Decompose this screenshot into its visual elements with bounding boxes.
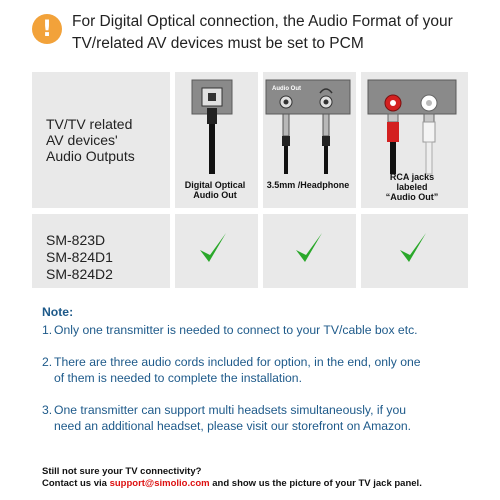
headphone-port-icon	[264, 78, 352, 178]
note-item: 1. Only one transmitter is needed to connect to your TV/cable box etc.	[42, 323, 418, 337]
footer-line-2: Contact us via support@simolio.com and show us the picture of your TV jack panel.	[42, 478, 422, 489]
model-item: SM-824D2	[46, 266, 113, 282]
model-list	[46, 232, 113, 283]
note-item: 2. There are three audio cords included for option, in the end, only one of them is needed to complete the installation.	[42, 355, 421, 385]
header-line-2: TV/related AV devices must be set to PCM	[72, 35, 364, 52]
notes-title: Note:	[42, 305, 74, 319]
exclamation-icon: !	[32, 14, 62, 44]
header-line-1: For Digital Optical connection, the Audio Format of your	[72, 13, 453, 30]
column-label-headphone: 3.5mm /Headphone	[266, 180, 350, 190]
compatibility-table	[32, 72, 468, 288]
header-text	[72, 11, 492, 55]
model-item: SM-823D	[46, 232, 106, 248]
note-item: 3. One transmitter can support multi headsets simultaneously, if you need an additional headset, please visit our storefront on Amazon.	[42, 403, 412, 433]
footer-contact	[42, 466, 492, 490]
optical-port-icon	[182, 78, 246, 178]
footer-line-1: Still not sure your TV connectivity?	[42, 466, 202, 477]
checkmark-icon	[398, 230, 428, 266]
support-email-link[interactable]: support@simolio.com	[109, 478, 210, 489]
notes-section	[42, 304, 482, 450]
column-label-rca: RCA jacks labeled “Audio Out”	[385, 172, 439, 202]
row-label-audio-outputs: TV/TV related AV devices' Audio Outputs	[46, 116, 135, 164]
column-label-optical: Digital Optical Audio Out	[184, 180, 246, 200]
checkmark-icon	[294, 230, 324, 266]
rca-jacks-icon	[366, 78, 458, 178]
model-item: SM-824D1	[46, 249, 113, 265]
port-caption-audio-out: Audio Out	[272, 86, 301, 92]
checkmark-icon	[198, 230, 228, 266]
